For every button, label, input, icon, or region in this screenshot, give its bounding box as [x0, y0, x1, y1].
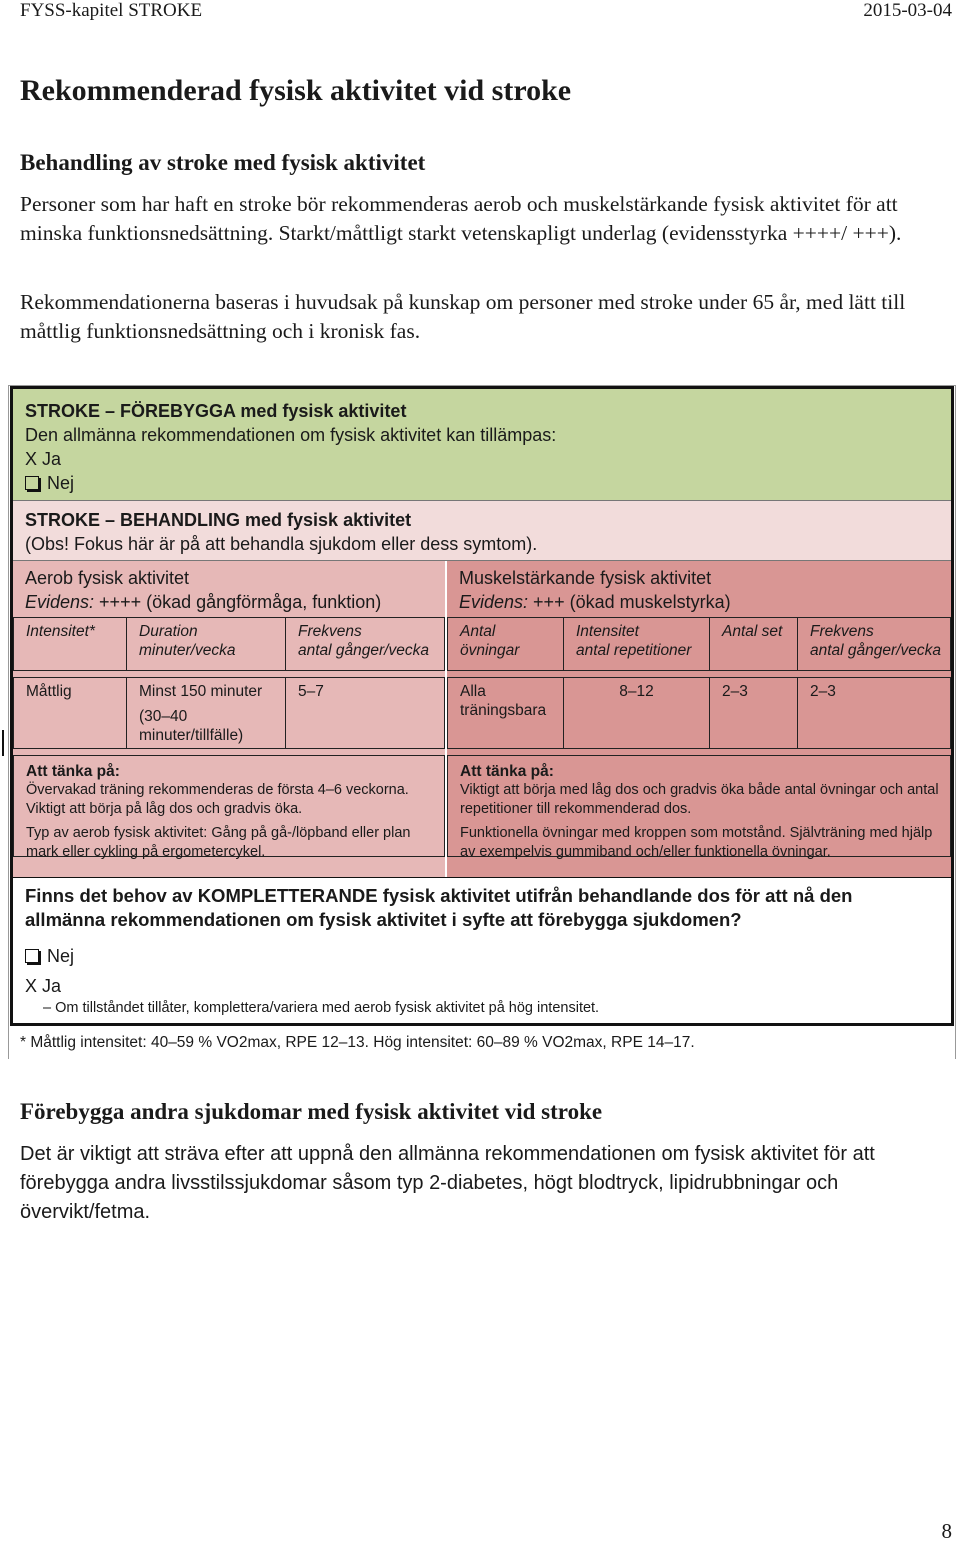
aerob-evidence — [25, 590, 381, 614]
supplement-no-option — [25, 944, 74, 968]
muscle-col-exercises — [447, 617, 564, 671]
muscle-col-intensity-unit: antal repetitioner — [576, 642, 692, 659]
recommendation-inner — [10, 386, 954, 1026]
muscle-col-sets — [709, 617, 798, 671]
aerob-col-frequency — [285, 617, 445, 671]
prevent-no-label: Nej — [47, 473, 75, 493]
aerob-col-duration-label: Duration — [139, 623, 198, 640]
aerob-val-intensity-text: Måttlig — [26, 683, 72, 700]
aerob-val-intensity — [13, 677, 127, 749]
supplement-no-label: Nej — [47, 946, 75, 966]
margin-marker — [2, 730, 4, 756]
section-heading-treatment: Behandling av stroke med fysisk aktivitet — [20, 150, 426, 175]
aerob-val-duration — [126, 677, 286, 749]
prevent-yes: X Ja — [25, 449, 62, 469]
aerob-think-text2: Typ av aerob fysisk aktivitet: Gång på gå-/löpband eller plan mark eller cykling på ergometercykel. — [26, 825, 411, 860]
checkbox-icon — [25, 476, 39, 490]
muscle-evidence-value: +++ (ökad muskelstyrka) — [528, 592, 731, 612]
muscle-val-frequency — [797, 677, 951, 749]
muscle-val-exercises-text: Alla träningsbara — [460, 683, 547, 719]
muscle-col-sets-label: Antal set — [722, 623, 783, 640]
aerob-think-label: Att tänka på: — [26, 763, 120, 780]
muscle-col-frequency-label: Frekvens — [810, 623, 874, 640]
paragraph-prevent: Det är viktigt att sträva efter att uppnå den allmänna rekommendationen om fysisk aktivitet för att förebygga andra livsstilssjukdomar såsom typ 2-diabetes, högt blodtryck, lipidrubbningar och övervikt/fetma. — [20, 1143, 875, 1223]
muscle-col-intensity-label: Intensitet — [576, 623, 639, 640]
muscle-col-exercises-unit: övningar — [460, 642, 520, 659]
muscle-col-exercises-label: Antal — [460, 623, 496, 640]
aerob-col-frequency-label: Frekvens — [298, 623, 362, 640]
aerob-col-duration-unit: minuter/vecka — [139, 642, 236, 659]
header-chapter: FYSS-kapitel STROKE — [20, 0, 203, 21]
treat-title: STROKE – BEHANDLING med fysisk aktivitet — [25, 510, 412, 530]
recommendation-box — [8, 385, 956, 1059]
prevent-title: STROKE – FÖREBYGGA med fysisk aktivitet — [25, 401, 407, 421]
aerob-title: Aerob fysisk aktivitet — [25, 568, 190, 588]
aerob-col-intensity — [13, 617, 127, 671]
aerob-val-duration-sub: (30–40 minuter/tillfälle) — [139, 708, 244, 744]
prevent-question: Den allmänna rekommendationen om fysisk aktivitet kan tillämpas: — [25, 425, 557, 445]
paragraph-treatment: Personer som har haft en stroke bör rekommenderas aerob och muskelstärkande fysisk aktivitet för att minska funktionsnedsättning. Starkt/måttligt starkt vetenskapligt underlag (evidensstyrka ++++/ +++). — [20, 192, 902, 245]
treat-section — [13, 501, 951, 561]
muscle-think — [447, 755, 951, 860]
aerob-panel — [13, 561, 445, 877]
prevent-no-option — [25, 471, 74, 495]
aerob-val-frequency-text: 5–7 — [298, 683, 324, 700]
muscle-val-intensity-text: 8–12 — [619, 683, 654, 700]
supplement-section — [13, 877, 951, 1023]
intensity-footnote: * Måttlig intensitet: 40–59 % VO2max, RPE 12–13. Hög intensitet: 60–89 % VO2max, RPE 14–17. — [9, 1026, 955, 1059]
muscle-think-label: Att tänka på: — [460, 763, 554, 780]
muscle-title: Muskelstärkande fysisk aktivitet — [459, 568, 712, 588]
aerob-val-frequency — [285, 677, 445, 749]
aerob-think-text1: Övervakad träning rekommenderas de första 4–6 veckorna. Viktigt att börja på låg dos och gradvis öka. — [26, 782, 409, 817]
muscle-val-intensity — [563, 677, 710, 749]
supplement-yes: X Ja — [25, 976, 62, 996]
muscle-evidence — [459, 590, 731, 614]
muscle-val-frequency-text: 2–3 — [810, 683, 836, 700]
aerob-evidence-value: ++++ (ökad gångförmåga, funktion) — [94, 592, 382, 612]
paragraph-basis: Rekommendationerna baseras i huvudsak på kunskap om personer med stroke under 65 år, med lätt till måttlig funktionsnedsättning och i kronisk fas. — [20, 290, 906, 343]
muscle-val-sets-text: 2–3 — [722, 683, 748, 700]
aerob-val-duration-main: Minst 150 minuter — [139, 683, 263, 700]
page-header — [20, 0, 952, 22]
supplement-question: Finns det behov av KOMPLETTERANDE fysisk aktivitet utifrån behandlande dos för att nå den allmänna rekommendationen om fysisk aktivitet i syfte att förebygga sjukdomen? — [25, 885, 853, 930]
prevent-section — [13, 389, 951, 501]
checkbox-icon — [25, 949, 39, 963]
section-heading-prevent: Förebygga andra sjukdomar med fysisk aktivitet vid stroke — [20, 1099, 603, 1124]
muscle-panel — [445, 561, 951, 877]
page-number: 8 — [941, 1519, 952, 1543]
page-title: Rekommenderad fysisk aktivitet vid stroke — [20, 74, 572, 107]
aerob-col-duration — [126, 617, 286, 671]
aerob-evidence-label: Evidens: — [25, 592, 95, 612]
muscle-val-sets — [709, 677, 798, 749]
muscle-col-intensity — [563, 617, 710, 671]
treat-note: (Obs! Fokus här är på att behandla sjukdom eller dess symtom). — [25, 534, 538, 554]
muscle-evidence-label: Evidens: — [459, 592, 529, 612]
aerob-col-intensity-label: Intensitet* — [26, 623, 95, 640]
muscle-col-frequency — [797, 617, 951, 671]
aerob-col-frequency-unit: antal gånger/vecka — [298, 642, 429, 659]
muscle-think-text2: Funktionella övningar med kroppen som motstånd. Självträning med hjälp av exempelvis gummiband och/eller funktionella övningar. — [460, 825, 933, 860]
muscle-col-frequency-unit: antal gånger/vecka — [810, 642, 941, 659]
aerob-think — [13, 755, 445, 860]
muscle-val-exercises — [447, 677, 564, 749]
muscle-think-text1: Viktigt att börja med låg dos och gradvis öka både antal övningar och antal repetitioner till rekommenderad dos. — [460, 782, 939, 817]
supplement-note: – Om tillståndet tillåter, komplettera/variera med aerob fysisk aktivitet på hög intensitet. — [43, 1000, 600, 1016]
header-date: 2015-03-04 — [863, 0, 952, 21]
